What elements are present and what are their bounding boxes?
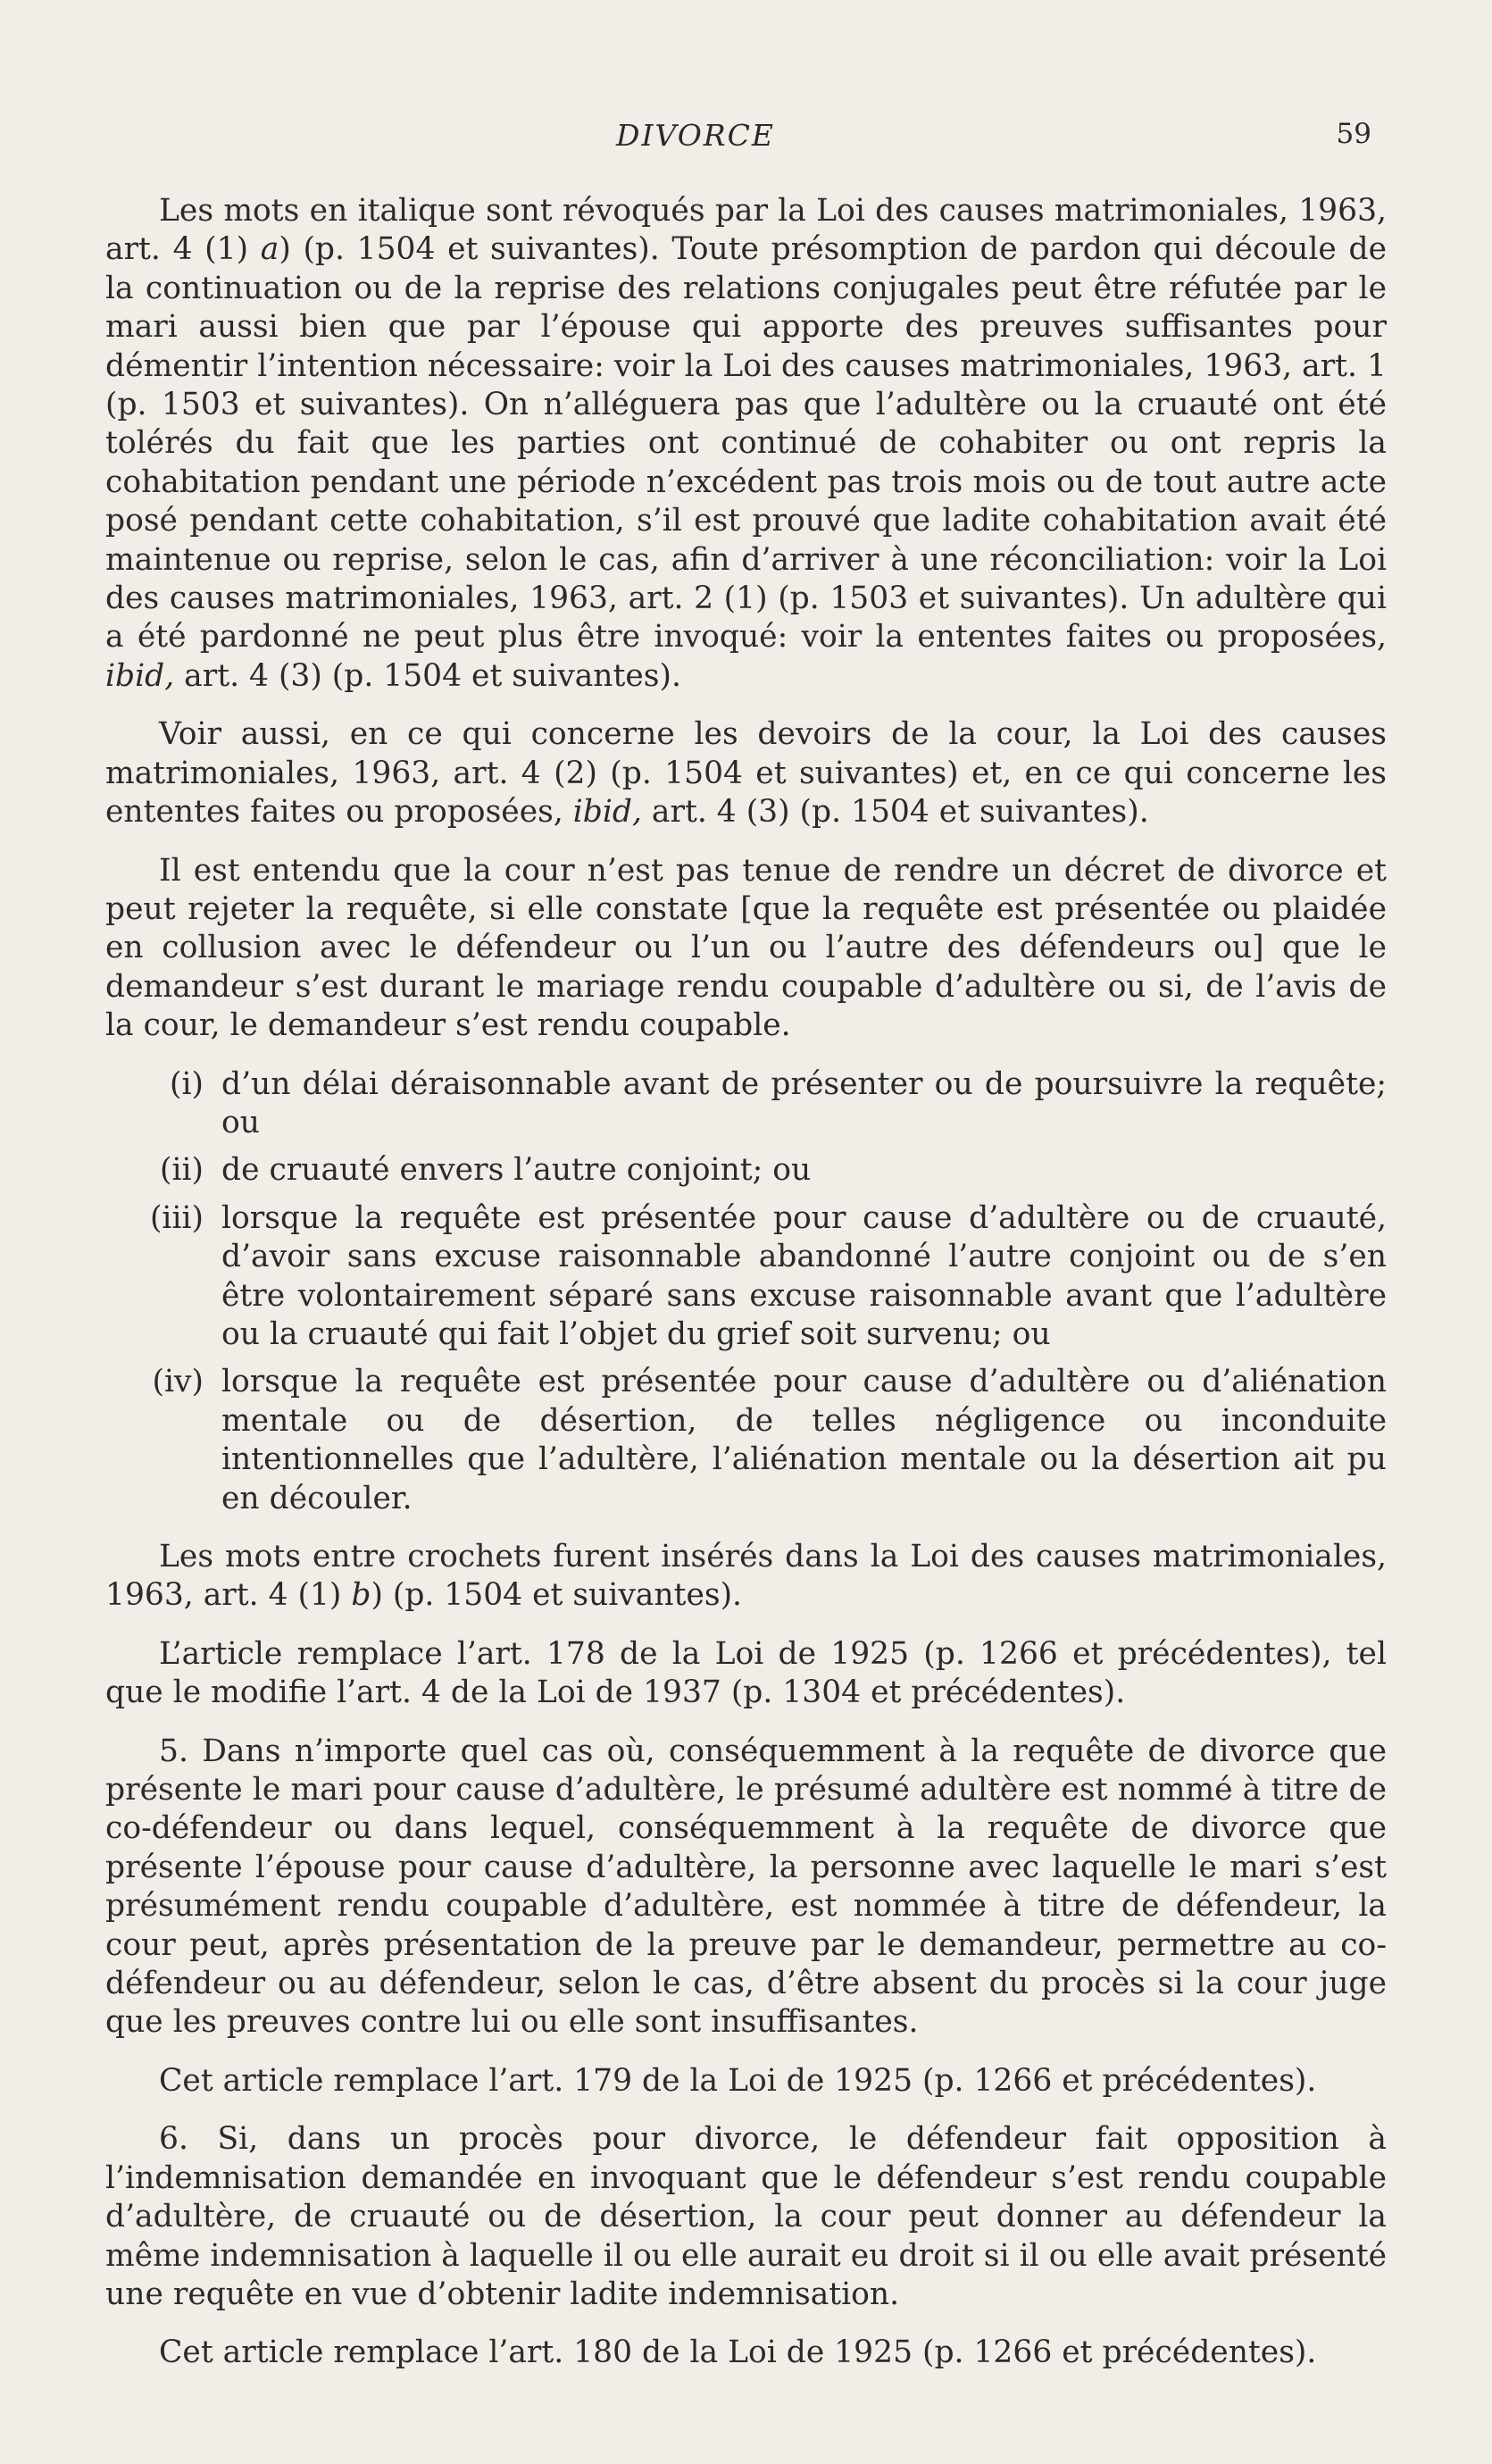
paragraph-court-duties: Voir aussi, en ce qui concerne les devoirs de la cour, la Loi des causes matrimoniales, 1963, art. 4 (2) (p. 1504 et suivantes) et, en ce qui concerne les ententes faites ou proposées, ibid, art. 4 (3) (p. 1504 et suivantes). bbox=[105, 716, 1387, 831]
paragraph-bracket-words-inserted: Les mots entre crochets furent insérés dans la Loi des causes matrimoniales, 1963, art. 4 (1) b) (p. 1504 et suivantes). bbox=[105, 1539, 1387, 1614]
running-header bbox=[0, 118, 1492, 163]
section-5: 5. Dans n’importe quel cas où, conséquemment à la requête de divorce que présente le mari pour cause d’adultère, le présumé adultère est nommé à titre de co-défendeur ou dans lequel, conséquemment à la requête de divorce que présente l’épouse pour cause d’adultère, la personne avec laquelle le mari s’est présumément rendu coupable d’adultère, est nommée à titre de défendeur, la cour peut, après présentation de la preuve par le demandeur, permettre au co-défendeur ou au défendeur, selon le cas, d’être absent du procès si la cour juge que les preuves contre lui ou elle sont insuffisantes. bbox=[105, 1733, 1387, 2041]
list-item bbox=[105, 1151, 1387, 1190]
list-item-number: (iii) bbox=[149, 1199, 204, 1236]
list-item-number: (iv) bbox=[152, 1364, 204, 1400]
list-item-text: lorsque la requête est présentée pour cause d’adultère ou de cruauté, d’avoir sans excuse raisonnable abandonné l’autre conjoint ou de s’en être volontairement séparé sans excuse raisonnable avant que l’adultère ou la cruauté qui fait l’objet du grief soit survenu; ou bbox=[221, 1199, 1387, 1352]
paragraph-replaces-art-178: L’article remplace l’art. 178 de la Loi de 1925 (p. 1266 et précédentes), tel que le modifie l’art. 4 de la Loi de 1937 (p. 1304 et précédentes). bbox=[105, 1635, 1387, 1711]
list-item-number: (ii) bbox=[160, 1152, 204, 1189]
paragraph-court-not-bound: Il est entendu que la cour n’est pas tenue de rendre un décret de divorce et peut rejeter la requête, si elle constate [que la requête est présentée ou plaidée en collusion avec le défendeur ou l’un ou l’autre des défendeurs ou] que le demandeur s’est durant le mariage rendu coupable d’adultère ou si, de l’avis de la cour, le demandeur s’est rendu coupable. bbox=[105, 852, 1387, 1044]
running-title: DIVORCE bbox=[616, 118, 775, 153]
section-6: 6. Si, dans un procès pour divorce, le défendeur fait opposition à l’indemnisation demandée en invoquant que le défendeur s’est rendu coupable d’adultère, de cruauté ou de désertion, la cour peut donner au défendeur la même indemnisation à laquelle il ou elle aurait eu droit si il ou elle avait présenté une requête en vue d’obtenir ladite indemnisation. bbox=[105, 2121, 1387, 2312]
list-item-text: d’un délai déraisonnable avant de présenter ou de poursuivre la requête; ou bbox=[221, 1065, 1387, 1140]
list-item-text: lorsque la requête est présentée pour cause d’adultère ou d’aliénation mentale ou de désertion, de telles négligence ou inconduite intentionnelles que l’adultère, l’aliénation mentale ou la désertion ait pu en découler. bbox=[221, 1364, 1387, 1516]
paragraph-replaces-art-180: Cet article remplace l’art. 180 de la Loi de 1925 (p. 1266 et précédentes). bbox=[159, 2335, 1317, 2371]
body-text bbox=[105, 192, 1387, 2393]
page-number: 59 bbox=[1336, 118, 1371, 150]
list-item-number: (i) bbox=[170, 1065, 204, 1102]
paragraph-replaces-art-179: Cet article remplace l’art. 179 de la Loi de 1925 (p. 1266 et précédentes). bbox=[159, 2062, 1317, 2099]
list-item bbox=[105, 1363, 1387, 1518]
list-item bbox=[105, 1065, 1387, 1143]
paragraph-italic-words-revoked: Les mots en italique sont révoqués par la Loi des causes matrimoniales, 1963, art. 4 (1) a) (p. 1504 et suivantes). Toute présomption de pardon qui découle de la continuation ou de la reprise des relations conjugales peut être réfutée par le mari aussi bien que par l’épouse qui apporte des preuves suffisantes pour démentir l’intention nécessaire: voir la Loi des causes matrimoniales, 1963, art. 1 (p. 1503 et suivantes). On n’alléguera pas que l’adultère ou la cruauté ont été tolérés du fait que les parties ont continué de cohabiter ou ont repris la cohabitation pendant une période n’excédent pas trois mois ou de tout autre acte posé pendant cette cohabitation, s’il est prouvé que ladite cohabitation avait été maintenue ou reprise, selon le cas, afin d’arriver à une réconciliation: voir la Loi des causes matrimoniales, 1963, art. 2 (1) (p. 1503 et suivantes). Un adultère qui a été pardonné ne peut plus être invoqué: voir la ententes faites ou proposées, ibid, art. 4 (3) (p. 1504 et suivantes). bbox=[105, 193, 1387, 694]
list-item-text: de cruauté envers l’autre conjoint; ou bbox=[221, 1152, 812, 1189]
list-item bbox=[105, 1199, 1387, 1355]
conditions-list bbox=[105, 1065, 1387, 1518]
